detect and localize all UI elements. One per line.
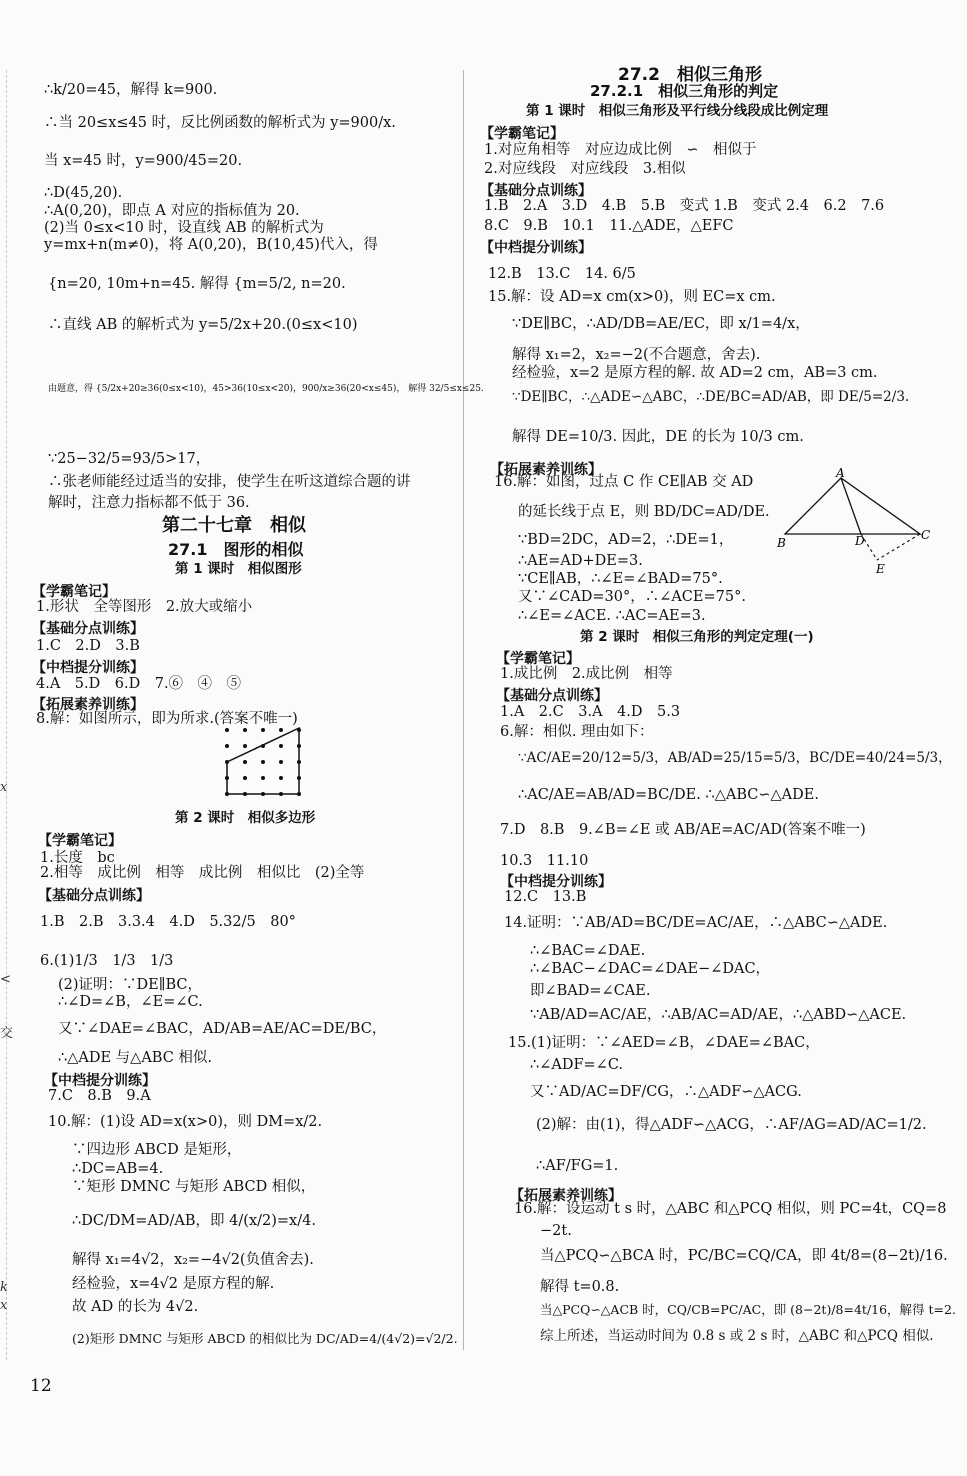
text-line: (2)证明：∵DE∥BC， xyxy=(58,977,202,993)
text-line: ∴DC/DM=AD/AB，即 4/(x/2)=x/4. xyxy=(72,1213,316,1229)
margin-mark: x xyxy=(0,780,8,795)
dot-grid-figure xyxy=(215,722,310,804)
text-line: ∴D(45,20). xyxy=(44,185,123,201)
text-line: 10.3 11.10 xyxy=(500,853,589,869)
text-line: 14.证明：∵AB/AD=BC/DE=AC/AE，∴△ABC∽△ADE. xyxy=(504,915,888,931)
text-line: ∴DC=AB=4. xyxy=(72,1161,164,1177)
section-heading: 【拓展素养训练】 xyxy=(32,697,144,713)
section-heading: 【中档提分训练】 xyxy=(44,1073,156,1089)
margin-mark: 交 xyxy=(0,1026,14,1041)
text-line: 1.对应角相等 对应边成比例 ∽ 相似于 xyxy=(484,142,757,158)
text-line: 16.解：设运动 t s 时，△ABC 和△PCQ 相似，则 PC=4t，CQ=8 xyxy=(514,1201,947,1217)
text-line: 8.C 9.B 10.1 11.△ADE，△EFC xyxy=(484,218,734,234)
text-line: 1.长度 bc xyxy=(40,850,115,866)
text-line: 又∵∠CAD=30°，∴∠ACE=75°. xyxy=(518,589,746,605)
text-line: 6.(1)1/3 1/3 1/3 xyxy=(40,953,174,969)
chapter-title: 第二十七章 相似 xyxy=(162,515,306,536)
text-line: 1.成比例 2.成比例 相等 xyxy=(500,666,673,682)
margin-mark: k xyxy=(0,1280,8,1295)
text-line: 由题意，得 {5/2x+20≥36(0≤x<10)，45>36(10≤x<20)，900/x≥36(20<x≤45)， 解得 32/5≤x≤25. xyxy=(48,384,484,394)
lesson-title: 第 2 课时 相似多边形 xyxy=(175,810,316,826)
text-line: −2t. xyxy=(540,1223,572,1239)
section-heading: 【基础分点训练】 xyxy=(38,888,150,904)
section-heading: 【中档提分训练】 xyxy=(480,240,592,256)
text-line: ∵AC/AE=20/12=5/3，AB/AD=25/15=5/3，BC/DE=40/24=5/3， xyxy=(518,750,952,766)
section-title: 27.2 相似三角形 xyxy=(618,65,762,85)
text-line: 解得 x₁=2，x₂=−2(不合题意，舍去). xyxy=(512,347,761,363)
text-line: 16.解：如图，过点 C 作 CE∥AB 交 AD xyxy=(494,474,754,490)
text-line: ∴△ADE 与△ABC 相似. xyxy=(58,1050,213,1066)
subsection-title: 27.2.1 相似三角形的判定 xyxy=(590,82,779,100)
text-line: ∵四边形 ABCD 是矩形， xyxy=(72,1142,242,1158)
lesson-title: 第 2 课时 相似三角形的判定定理(一) xyxy=(580,629,814,645)
text-line: 经检验，x=2 是原方程的解. 故 AD=2 cm，AB=3 cm. xyxy=(512,365,878,381)
lesson-title: 第 1 课时 相似图形 xyxy=(175,561,302,577)
text-line: 12.B 13.C 14. 6/5 xyxy=(488,266,636,282)
text-line: 6.解：相似. 理由如下： xyxy=(500,724,654,740)
triangle-figure xyxy=(775,466,935,578)
section-heading: 【学霸笔记】 xyxy=(32,584,116,600)
text-line: 又∵∠DAE=∠BAC，AD/AB=AE/AC=DE/BC， xyxy=(58,1021,387,1037)
text-line: (2)当 0≤x<10 时，设直线 AB 的解析式为 xyxy=(44,220,324,236)
margin-mark: x xyxy=(0,1298,8,1313)
text-line: {n=20, 10m+n=45. 解得 {m=5/2, n=20. xyxy=(48,276,346,292)
text-line: 解得 x₁=4√2，x₂=−4√2(负值舍去). xyxy=(72,1252,314,1268)
text-line: 1.B 2.B 3.3.4 4.D 5.32/5 80° xyxy=(40,914,296,930)
text-line: ∵25−32/5=93/5>17， xyxy=(48,451,211,467)
text-line: 12.C 13.B xyxy=(504,889,587,905)
text-line: 1.形状 全等图形 2.放大或缩小 xyxy=(36,599,253,615)
margin-mark: < xyxy=(0,972,11,987)
label-c: C xyxy=(921,528,931,542)
label-a: A xyxy=(836,466,845,480)
text-line: 的延长线于点 E，则 BD/DC=AD/DE. xyxy=(518,504,770,520)
text-line: ∴∠BAC=∠DAE. xyxy=(530,943,646,959)
text-line: ∴A(0,20)，即点 A 对应的指标值为 20. xyxy=(44,203,300,219)
text-line: ∴AC/AE=AB/AD=BC/DE. ∴△ABC∽△ADE. xyxy=(518,787,819,803)
text-line: 1.A 2.C 3.A 4.D 5.3 xyxy=(500,704,681,720)
page-number: 12 xyxy=(30,1376,52,1396)
section-heading: 【基础分点训练】 xyxy=(480,183,592,199)
text-line: ∴∠E=∠ACE. ∴AC=AE=3. xyxy=(518,608,706,624)
text-line: ∴张老师能经过适当的安排，使学生在听这道综合题的讲 xyxy=(48,474,411,490)
text-line: ∵DE∥BC，∴△ADE∽△ABC，∴DE/BC=AD/AB，即 DE/5=2/3. xyxy=(512,389,910,405)
text-line: 1.C 2.D 3.B xyxy=(36,638,140,654)
text-line: 15.解：设 AD=x cm(x>0)，则 EC=x cm. xyxy=(488,289,776,305)
text-line: ∵CE∥AB，∴∠E=∠BAD=75°. xyxy=(518,571,723,587)
section-heading: 【学霸笔记】 xyxy=(496,651,580,667)
text-line: 解时，注意力指标都不低于 36. xyxy=(48,495,250,511)
text-line: 经检验，x=4√2 是原方程的解. xyxy=(72,1276,275,1292)
label-d: D xyxy=(855,534,865,548)
text-line: 2.对应线段 对应线段 3.相似 xyxy=(484,161,686,177)
text-line: 7.D 8.B 9.∠B=∠E 或 AB/AE=AC/AD(答案不唯一) xyxy=(500,822,866,838)
text-line: ∵DE∥BC，∴AD/DB=AE/EC，即 x/1=4/x， xyxy=(512,316,810,332)
column-divider xyxy=(463,70,464,1350)
text-line: 10.解：(1)设 AD=x(x>0)，则 DM=x/2. xyxy=(48,1114,323,1130)
text-line: 故 AD 的长为 4√2. xyxy=(72,1299,199,1315)
text-line: 当 x=45 时，y=900/45=20. xyxy=(44,153,243,169)
text-line: 15.(1)证明：∵∠AED=∠B，∠DAE=∠BAC， xyxy=(508,1035,820,1051)
text-line: ∴∠ADF=∠C. xyxy=(530,1057,624,1073)
section-heading: 【拓展素养训练】 xyxy=(510,1188,622,1204)
text-line: ∵BD=2DC，AD=2，∴DE=1， xyxy=(518,532,734,548)
text-line: ∴当 20≤x≤45 时，反比例函数的解析式为 y=900/x. xyxy=(44,115,396,131)
text-line: (2)解：由(1)，得△ADF∽△ACG，∴AF/AG=AD/AC=1/2. xyxy=(536,1117,927,1133)
text-line: 当△PCQ∽△BCA 时，PC/BC=CQ/CA，即 4t/8=(8−2t)/16. xyxy=(540,1248,948,1264)
binding-margin-line xyxy=(6,70,7,1360)
text-line: (2)矩形 DMNC 与矩形 ABCD 的相似比为 DC/AD=4/(4√2)=√2/2. xyxy=(72,1331,458,1346)
text-line: 又∵AD/AC=DF/CG，∴△ADF∽△ACG. xyxy=(530,1084,802,1100)
text-line: ∴k/20=45，解得 k=900. xyxy=(44,82,218,98)
text-line: 4.A 5.D 6.D 7.⑥ ④ ⑤ xyxy=(36,676,242,692)
label-b: B xyxy=(777,536,786,550)
text-line: y=mx+n(m≠0)，将 A(0,20)，B(10,45)代入，得 xyxy=(44,237,378,253)
text-line: 综上所述，当运动时间为 0.8 s 或 2 s 时，△ABC 和△PCQ 相似. xyxy=(540,1328,934,1344)
text-line: ∵矩形 DMNC 与矩形 ABCD 相似， xyxy=(72,1179,316,1195)
text-line: ∴AE=AD+DE=3. xyxy=(518,553,643,569)
text-line: 解得 DE=10/3. 因此，DE 的长为 10/3 cm. xyxy=(512,429,804,445)
label-e: E xyxy=(876,562,885,576)
section-heading: 【中档提分训练】 xyxy=(500,874,612,890)
text-line: ∵AB/AD=AC/AE，∴AB/AC=AD/AE，∴△ABD∽△ACE. xyxy=(530,1007,907,1023)
text-line: ∴∠D=∠B，∠E=∠C. xyxy=(58,994,203,1010)
section-heading: 【中档提分训练】 xyxy=(32,660,144,676)
text-line: 当△PCQ∽△ACB 时，CQ/CB=PC/AC，即 (8−2t)/8=4t/16，解得 t=2. xyxy=(540,1302,956,1317)
section-heading: 【基础分点训练】 xyxy=(496,688,608,704)
text-line: ∴∠BAC−∠DAC=∠DAE−∠DAC， xyxy=(530,961,771,977)
section-heading: 【学霸笔记】 xyxy=(480,126,564,142)
section-heading: 【学霸笔记】 xyxy=(38,833,122,849)
text-line: 即∠BAD=∠CAE. xyxy=(530,983,651,999)
text-line: 8.解：如图所示，即为所求.(答案不唯一) xyxy=(36,711,298,727)
text-line: 解得 t=0.8. xyxy=(540,1279,620,1295)
text-line: 2.相等 成比例 相等 成比例 相似比 (2)全等 xyxy=(40,865,365,881)
text-line: 1.B 2.A 3.D 4.B 5.B 变式 1.B 变式 2.4 6.2 7.6 xyxy=(484,198,885,214)
text-line: ∴直线 AB 的解析式为 y=5/2x+20.(0≤x<10) xyxy=(48,317,358,333)
section-heading: 【基础分点训练】 xyxy=(32,621,144,637)
lesson-title: 第 1 课时 相似三角形及平行线分线段成比例定理 xyxy=(526,103,829,119)
text-line: ∴AF/FG=1. xyxy=(536,1158,619,1174)
text-line: 7.C 8.B 9.A xyxy=(48,1088,151,1104)
section-title: 27.1 图形的相似 xyxy=(168,540,304,559)
section-heading: 【拓展素养训练】 xyxy=(490,462,602,478)
